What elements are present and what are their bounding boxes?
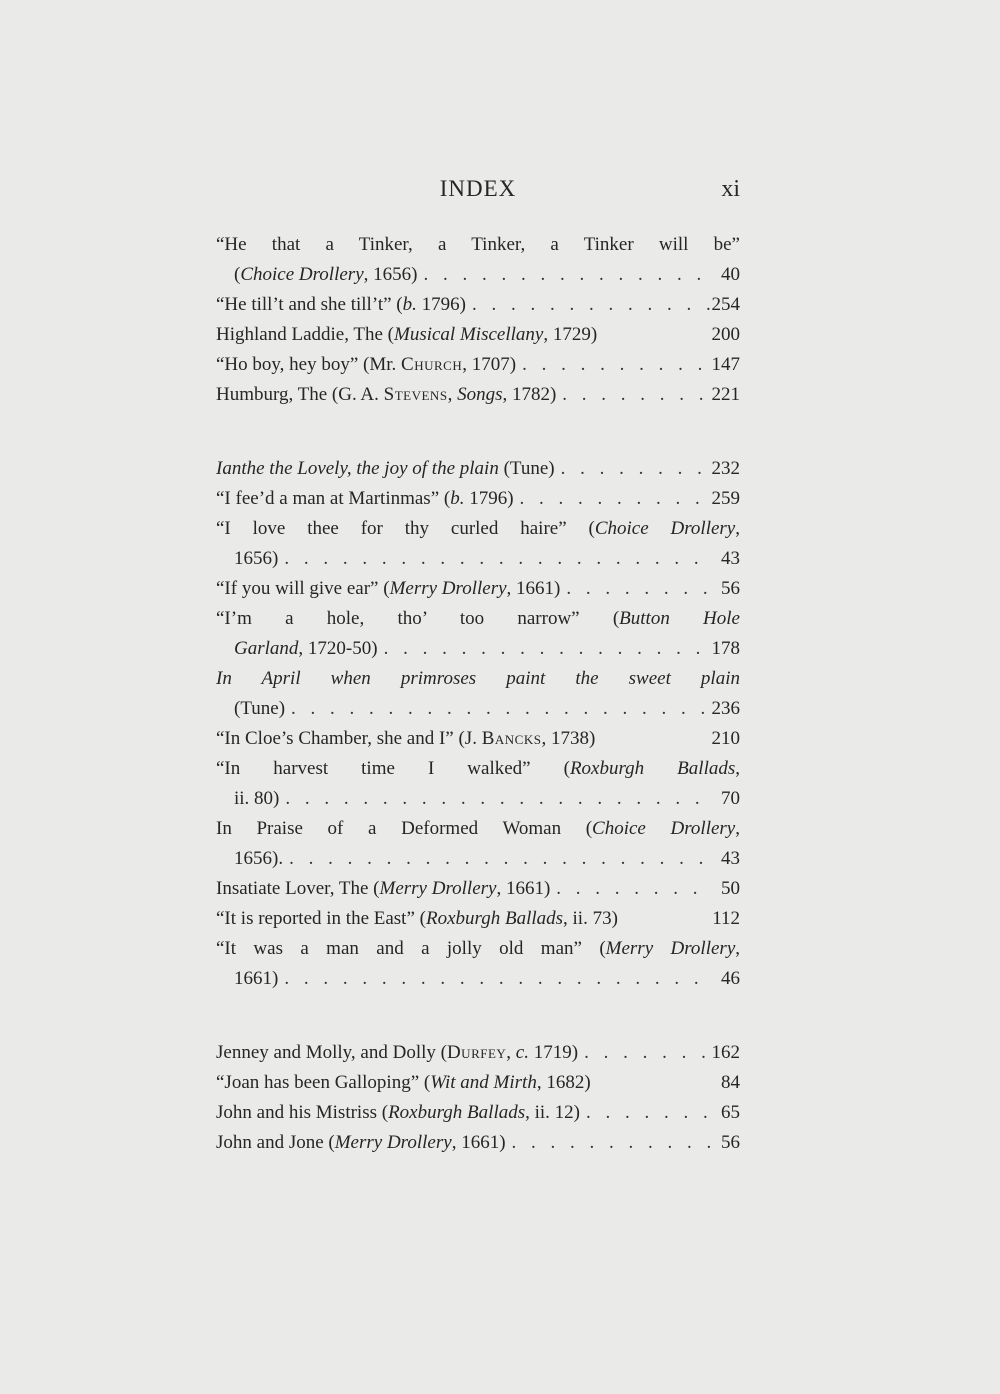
entry-text: In Praise of a Deformed Woman (Choice Drollery, — [216, 818, 740, 839]
index-entry — [216, 604, 740, 664]
entry-page-number: 46 — [721, 968, 740, 989]
index-entry — [216, 814, 740, 874]
entry-text: Insatiate Lover, The (Merry Drollery, 1661) — [216, 878, 551, 899]
index-entry-line — [216, 1098, 740, 1128]
entry-text: “I fee’d a man at Martinmas” (b. 1796) — [216, 488, 514, 509]
entry-text: “It was a man and a jolly old man” (Merry Drollery, — [216, 938, 741, 959]
page-number: xi — [721, 176, 740, 202]
index-entry-line — [216, 904, 740, 934]
entry-page-number: 56 — [721, 578, 740, 599]
entry-page-number: 43 — [721, 548, 740, 569]
index-entry-line — [216, 934, 740, 964]
index-entry-line — [216, 664, 740, 694]
index-entry-line — [216, 484, 740, 514]
entry-page-number: 40 — [721, 264, 740, 285]
entry-text: In April when primroses paint the sweet plain — [216, 668, 740, 689]
entry-text: 1656) — [234, 548, 279, 569]
entry-text: “He till’t and she till’t” (b. 1796) — [216, 294, 466, 315]
entry-text: “I love thee for thy curled haire” (Choice Drollery, — [216, 518, 740, 539]
entry-text: John and his Mistriss (Roxburgh Ballads, ii. 12) — [216, 1102, 581, 1123]
index-entry-line — [216, 320, 740, 350]
index-entry-line — [216, 724, 740, 754]
index-entry — [216, 290, 740, 320]
index-entry — [216, 874, 740, 904]
index-entry-line — [216, 230, 740, 260]
index-entry — [216, 514, 740, 574]
index-entry-line — [216, 964, 740, 994]
entry-text: “If you will give ear” (Merry Drollery, 1661) — [216, 578, 561, 599]
dot-leader — [550, 874, 710, 904]
entry-text: ii. 80) — [234, 788, 280, 809]
entry-page-number: 221 — [711, 384, 740, 405]
dot-leader — [514, 484, 710, 514]
entry-page-number: 210 — [711, 728, 740, 749]
index-entry-line — [216, 514, 740, 544]
index-entry — [216, 1128, 740, 1158]
entry-text: “I’m a hole, tho’ too narrow” (Button Hole — [216, 608, 740, 629]
index-section — [216, 230, 740, 410]
index-entry — [216, 350, 740, 380]
entry-text: “In harvest time I walked” (Roxburgh Ballads, — [216, 758, 740, 779]
dot-leader — [556, 380, 710, 410]
index-entry-line — [216, 784, 740, 814]
index-list — [216, 230, 740, 1158]
index-entry-line — [216, 874, 740, 904]
index-entry — [216, 1068, 740, 1098]
entry-page-number: 162 — [711, 1042, 740, 1063]
index-entry-line — [216, 1128, 740, 1158]
index-entry-line — [216, 1038, 740, 1068]
index-entry — [216, 754, 740, 814]
entry-text: Humburg, The (G. A. Stevens, Songs, 1782) — [216, 384, 557, 405]
entry-page-number: 56 — [721, 1132, 740, 1153]
dot-leader — [506, 1128, 710, 1158]
entry-text: “Joan has been Galloping” (Wit and Mirth, 1682) — [216, 1072, 591, 1093]
dot-leader — [560, 574, 710, 604]
entry-page-number: 65 — [721, 1102, 740, 1123]
entry-page-number: 259 — [711, 488, 740, 509]
dot-leader — [417, 260, 710, 290]
entry-page-number: 84 — [721, 1072, 740, 1093]
entry-page-number: 43 — [721, 848, 740, 869]
entry-page-number: 254 — [711, 294, 740, 315]
entry-text: Garland, 1720-50) — [234, 638, 378, 659]
entry-text: “He that a Tinker, a Tinker, a Tinker will be” — [216, 234, 740, 255]
index-entry — [216, 574, 740, 604]
index-entry — [216, 724, 740, 754]
dot-leader — [285, 694, 710, 724]
index-entry — [216, 454, 740, 484]
index-entry — [216, 230, 740, 290]
entry-text: “In Cloe’s Chamber, she and I” (J. Bancks, 1738) — [216, 728, 596, 749]
index-entry-line — [216, 844, 740, 874]
dot-leader — [378, 634, 710, 664]
index-entry-line — [216, 574, 740, 604]
index-entry-line — [216, 694, 740, 724]
entry-text: (Tune) — [234, 698, 286, 719]
index-entry-line — [216, 814, 740, 844]
entry-text: “Ho boy, hey boy” (Mr. Church, 1707) — [216, 354, 517, 375]
entry-page-number: 236 — [711, 698, 740, 719]
page-title: INDEX — [439, 176, 517, 201]
entry-text: John and Jone (Merry Drollery, 1661) — [216, 1132, 506, 1153]
entry-page-number: 112 — [712, 908, 740, 929]
index-entry-line — [216, 604, 740, 634]
index-entry-line — [216, 754, 740, 784]
index-entry-line — [216, 380, 740, 410]
entry-page-number: 70 — [721, 788, 740, 809]
dot-leader — [466, 290, 710, 320]
index-entry-line — [216, 634, 740, 664]
dot-leader — [278, 544, 710, 574]
index-entry-line — [216, 544, 740, 574]
entry-page-number: 232 — [711, 458, 740, 479]
index-entry — [216, 380, 740, 410]
dot-leader — [555, 454, 710, 484]
index-section — [216, 1038, 740, 1158]
dot-leader — [578, 1038, 710, 1068]
entry-text: (Choice Drollery, 1656) — [234, 264, 418, 285]
entry-text: Jenney and Molly, and Dolly (Durfey, c. 1719) — [216, 1042, 579, 1063]
index-entry — [216, 1098, 740, 1128]
entry-page-number: 50 — [721, 878, 740, 899]
index-entry-line — [216, 350, 740, 380]
entry-text: Ianthe the Lovely, the joy of the plain (Tune) — [216, 458, 555, 479]
dot-leader — [279, 784, 710, 814]
index-section — [216, 454, 740, 994]
index-entry — [216, 934, 740, 994]
index-entry — [216, 320, 740, 350]
index-entry — [216, 484, 740, 514]
dot-leader — [516, 350, 710, 380]
entry-page-number: 178 — [711, 638, 740, 659]
index-entry — [216, 1038, 740, 1068]
entry-text: “It is reported in the East” (Roxburgh Ballads, ii. 73) — [216, 908, 618, 929]
dot-leader — [278, 964, 710, 994]
dot-leader — [283, 844, 710, 874]
entry-text: 1661) — [234, 968, 279, 989]
index-entry — [216, 664, 740, 724]
index-entry-line — [216, 454, 740, 484]
index-entry-line — [216, 260, 740, 290]
entry-page-number: 200 — [711, 324, 740, 345]
entry-text: 1656). — [234, 848, 284, 869]
index-entry-line — [216, 1068, 740, 1098]
running-head — [216, 176, 740, 210]
index-entry-line — [216, 290, 740, 320]
entry-text: Highland Laddie, The (Musical Miscellany, 1729) — [216, 324, 598, 345]
entry-page-number: 147 — [711, 354, 740, 375]
dot-leader — [580, 1098, 710, 1128]
index-entry — [216, 904, 740, 934]
